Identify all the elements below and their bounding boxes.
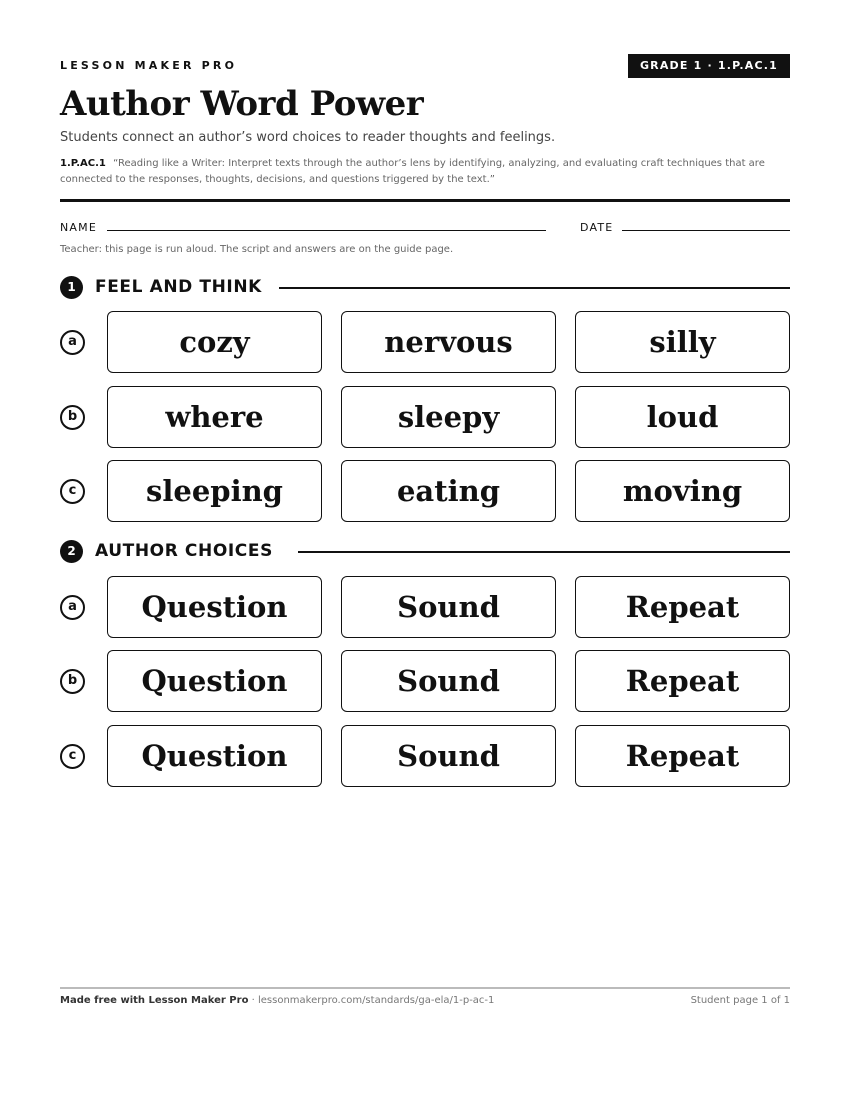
worksheet-page [60, 0, 790, 1100]
footer-made-with: Made free with Lesson Maker Pro [60, 995, 249, 1006]
name-field[interactable] [107, 230, 546, 231]
section-number: 2 [60, 540, 83, 563]
grade-badge: GRADE 1 · 1.P.AC.1 [628, 54, 790, 78]
row-letter-b: b [60, 669, 85, 694]
choice-box[interactable] [341, 460, 556, 522]
choice-box[interactable] [575, 311, 790, 373]
choice-box[interactable] [575, 386, 790, 448]
row-letter-c: c [60, 744, 85, 769]
choice-word: Question [141, 739, 288, 773]
section-title: AUTHOR CHOICES [95, 541, 273, 561]
choice-box[interactable] [107, 460, 322, 522]
choice-word: Repeat [625, 590, 740, 624]
footer-credit [60, 995, 494, 1006]
row-letter-a: a [60, 595, 85, 620]
page-subtitle: Students connect an author’s word choices to reader thoughts and feelings. [60, 130, 556, 145]
brand-name: LESSON MAKER PRO [60, 59, 238, 72]
footer-url[interactable]: · lessonmakerpro.com/standards/ga-ela/1-p-ac-1 [248, 995, 495, 1006]
choice-box[interactable] [107, 650, 322, 712]
section-feel-and-think [60, 275, 790, 299]
date-label: DATE [580, 221, 614, 234]
choice-word: sleepy [397, 400, 500, 434]
choice-box[interactable] [107, 725, 322, 787]
choice-word: Question [141, 664, 288, 698]
choice-box[interactable] [341, 311, 556, 373]
choice-box[interactable] [107, 311, 322, 373]
row-letter-b: b [60, 405, 85, 430]
choice-word: silly [649, 325, 716, 359]
answer-row [60, 576, 790, 638]
choice-word: moving [622, 474, 743, 508]
answer-row [60, 650, 790, 712]
choice-word: Sound [397, 739, 500, 773]
choice-word: Sound [397, 664, 500, 698]
choice-box[interactable] [341, 725, 556, 787]
choice-box[interactable] [341, 576, 556, 638]
footer-divider [60, 987, 790, 989]
choice-word: cozy [179, 325, 250, 359]
choice-box[interactable] [341, 386, 556, 448]
section-title: FEEL AND THINK [95, 277, 262, 297]
answer-row [60, 460, 790, 522]
choice-box[interactable] [575, 725, 790, 787]
choice-box[interactable] [575, 460, 790, 522]
choice-box[interactable] [575, 650, 790, 712]
choice-word: sleeping [146, 474, 283, 508]
choice-word: Question [141, 590, 288, 624]
answer-row [60, 725, 790, 787]
choice-word: nervous [384, 325, 513, 359]
choice-word: loud [646, 400, 719, 434]
choice-box[interactable] [341, 650, 556, 712]
date-field[interactable] [622, 230, 790, 231]
section-divider [279, 287, 790, 289]
section-divider [298, 551, 790, 553]
choice-word: Repeat [625, 664, 740, 698]
page-title: Author Word Power [60, 84, 424, 124]
row-letter-c: c [60, 479, 85, 504]
choice-word: eating [396, 474, 500, 508]
standard-text: “Reading like a Writer: Interpret texts through the author’s lens by identifying, analyzing, and evaluating craft techniques that are connected to the responses, thoughts, decisions, and questions triggered by the text.” [60, 158, 765, 185]
row-letter-a: a [60, 330, 85, 355]
choice-box[interactable] [575, 576, 790, 638]
section-number: 1 [60, 276, 83, 299]
standard-description [60, 156, 790, 188]
header-divider [60, 199, 790, 202]
answer-row [60, 386, 790, 448]
standard-code: 1.P.AC.1 [60, 158, 106, 169]
teacher-note: Teacher: this page is run aloud. The script and answers are on the guide page. [60, 244, 454, 255]
footer-page-label: Student page 1 of 1 [690, 995, 790, 1006]
answer-row [60, 311, 790, 373]
choice-word: Repeat [625, 739, 740, 773]
choice-word: where [165, 400, 264, 434]
choice-box[interactable] [107, 386, 322, 448]
choice-box[interactable] [107, 576, 322, 638]
section-author-choices [60, 539, 790, 563]
choice-word: Sound [397, 590, 500, 624]
name-label: NAME [60, 221, 97, 234]
